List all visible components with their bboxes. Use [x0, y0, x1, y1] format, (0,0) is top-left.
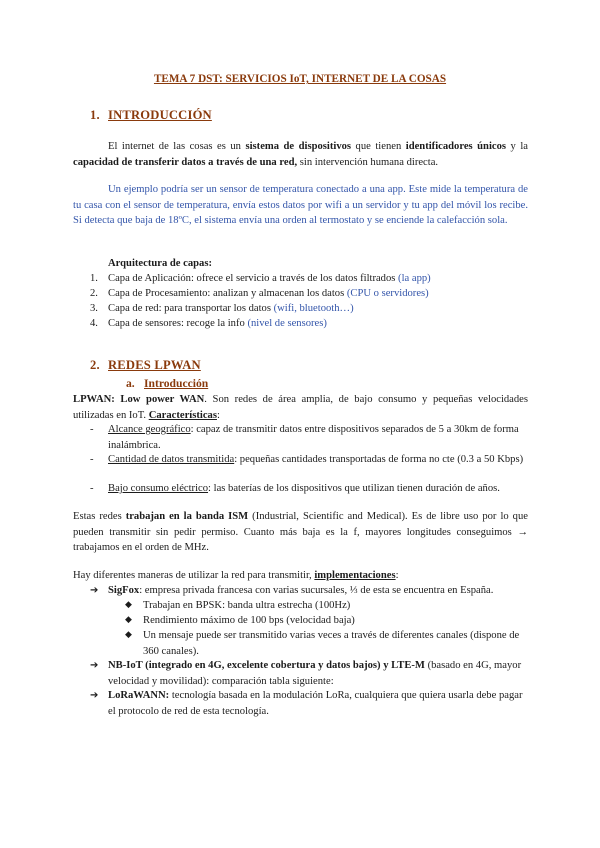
- section-1-heading: [90, 108, 212, 124]
- ism-text-1: Estas redes: [73, 511, 126, 522]
- ism-paragraph: [73, 509, 528, 556]
- layer-text: Capa de Aplicación: ofrece el servicio a través de los datos filtrados: [108, 273, 399, 284]
- lpwan-paragraph: [73, 392, 528, 423]
- ism-bold: trabajan en la banda ISM: [125, 511, 249, 522]
- layer-number: 2.: [90, 288, 98, 299]
- impl-text-1: Hay diferentes maneras de utilizar la red para transmitir,: [73, 570, 315, 581]
- layer-number: 3.: [90, 303, 98, 314]
- layer-note: (wifi, bluetooth…): [273, 303, 354, 314]
- intro-text-2: que tienen: [351, 141, 406, 152]
- intro-bold-2: identificadores únicos: [405, 141, 507, 152]
- subsection-a-number: a.: [126, 377, 135, 390]
- section-2-title: REDES LPWAN: [108, 358, 201, 372]
- arrow-bullet-icon: ➔: [90, 660, 99, 671]
- arrow-bullet-icon: ➔: [90, 585, 99, 596]
- section-1-title: INTRODUCCIÓN: [108, 108, 212, 122]
- section-1-number: 1.: [90, 108, 100, 122]
- dash-bullet: -: [90, 424, 94, 435]
- sigfox-sub-text: Un mensaje puede ser transmitido varias veces a través de diferentes canales (dispone de 360 canales).: [143, 630, 520, 657]
- feature-label: Bajo consumo eléctrico: [108, 483, 209, 494]
- sigfox-sub-text: Trabajan en BPSK: banda ultra estrecha (100Hz): [143, 600, 351, 611]
- intro-text-4: sin intervención humana directa.: [297, 156, 439, 168]
- layer-text: Capa de Procesamiento: analizan y almacenan los datos: [108, 288, 347, 299]
- feature-text: : capaz de transmitir datos entre dispositivos separados de 5 a 30km de forma inalámbrica.: [108, 424, 519, 451]
- layer-text: Capa de red: para transportar los datos: [108, 303, 274, 314]
- intro-text-1: El internet de las cosas es un: [108, 141, 246, 152]
- implementations-paragraph: [73, 568, 528, 584]
- diamond-bullet-icon: ◆: [125, 615, 132, 625]
- diamond-bullet-icon: ◆: [125, 630, 132, 640]
- impl-bold: implementaciones: [314, 570, 396, 581]
- section-2-heading: [90, 358, 201, 374]
- diamond-bullet-icon: ◆: [125, 600, 132, 610]
- feature-text: : las baterías de los dispositivos que utilizan tienen duración de años.: [208, 483, 500, 494]
- features-label: Características: [148, 409, 217, 421]
- sigfox-label: SigFox: [108, 585, 140, 596]
- section-2-number: 2.: [90, 358, 100, 372]
- nbiot-text: (basado en 4G, mayor velocidad y movilidad): comparación tabla siguiente:: [108, 660, 522, 687]
- layer-number: 4.: [90, 318, 98, 329]
- sigfox-sub-text: Rendimiento máximo de 100 bps (velocidad baja): [143, 615, 355, 626]
- intro-text-3: y la: [506, 141, 528, 152]
- sigfox-text: : empresa privada francesa con varias sucursales, ⅓ de esta se encuentra en España.: [139, 585, 494, 596]
- layer-note: (la app): [398, 273, 431, 284]
- layer-text: Capa de sensores: recoge la info: [108, 318, 248, 329]
- nbiot-label: NB-IoT (integrado en 4G, excelente cobertura y datos bajos) y LTE-M: [108, 660, 425, 671]
- subsection-a-title: Introducción: [144, 377, 209, 390]
- ism-text-2: (Industrial, Scientific and Medical). Es de libre uso por lo que pueden transmitir sin pedir permiso. Cuanto más baja es la f, mayores longitudes conseguimos → trabajamos en el orden de MHz.: [73, 511, 528, 553]
- feature-label: Cantidad de datos transmitida: [108, 454, 235, 465]
- impl-text-2: :: [395, 570, 399, 581]
- dash-bullet: -: [90, 454, 94, 465]
- intro-bold-3: capacidad de transferir datos a través de una red,: [73, 156, 298, 168]
- arrow-bullet-icon: ➔: [90, 690, 99, 701]
- layers-title: Arquitectura de capas:: [108, 258, 212, 269]
- lpwan-text: . Son redes de área amplia, de bajo consumo y pequeñas velocidades utilizadas en IoT.: [73, 394, 529, 421]
- lorawan-text: tecnología basada en la modulación LoRa, cualquiera que quiera usarla debe pagar el protocolo de red de esta tecnología.: [108, 690, 523, 717]
- example-paragraph: Un ejemplo podría ser un sensor de temperatura conectado a una app. Este mide la temperatura de tu casa con el sensor de temperatura, envía estos datos por wifi a un servidor y tu app del móvil los recibe. Si detecta que baja de 18ºC, el sistema envía una orden al termostato y se enciende la calefacción sola.: [73, 184, 528, 226]
- dash-bullet: -: [90, 483, 94, 494]
- intro-bold-1: sistema de dispositivos: [245, 141, 352, 152]
- intro-paragraph: [73, 139, 528, 170]
- layer-number: 1.: [90, 273, 98, 284]
- document-title: TEMA 7 DST: SERVICIOS IoT, INTERNET DE LA COSAS: [153, 73, 447, 85]
- layer-note: (nivel de sensores): [247, 318, 327, 329]
- feature-label: Alcance geográfico: [108, 424, 191, 435]
- subsection-a-heading: [126, 376, 208, 392]
- lpwan-bold: LPWAN: Low power WAN: [73, 394, 205, 405]
- lpwan-text-2: :: [216, 409, 220, 421]
- lorawan-label: LoRaWANN:: [108, 690, 170, 701]
- layer-note: (CPU o servidores): [346, 288, 429, 299]
- feature-text: : pequeñas cantidades transportadas de forma no cte (0.3 a 50 Kbps): [234, 454, 524, 465]
